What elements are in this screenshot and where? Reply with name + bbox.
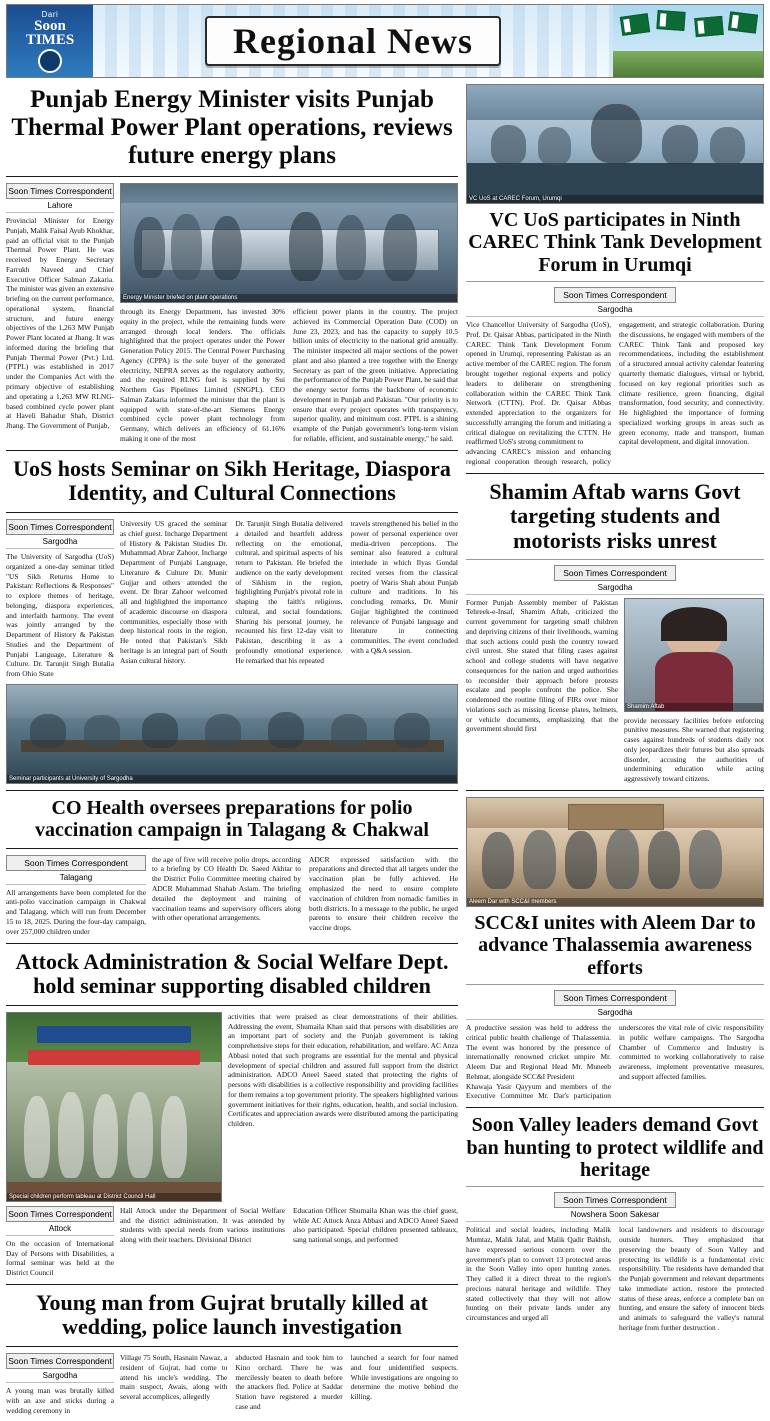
byline: Soon Times Correspondent <box>6 183 114 199</box>
masthead-center <box>93 5 613 77</box>
article-body-col1: Political and social leaders, including Malik Mumtaz, Malik Jalal, and Malik Qadir Bakhsh, have expressed serious concern over the government's plan to convert 13 protected areas in the Soon Valley into open hunting zones. They called it a direct threat to the region's precious natural heritage and wildlife. They stated collectively that they will not allow hunting on their private lands under any circumstances and urged all <box>466 1225 611 1323</box>
article-uos-sikh <box>6 457 458 784</box>
photo-caption: Aleem Dar with SCC&I members <box>467 898 763 906</box>
photo-caption: VC UoS at CAREC Forum, Urumqi <box>467 195 763 203</box>
brand-top-label: Dari <box>41 9 59 19</box>
brand-line2: TIMES <box>25 31 75 48</box>
article-body-col2: through its Energy Department, has invested 30% equity in the project, while the remaining funds were arranged through local lenders. The officials highlighted that the project operates under the Power Generation Policy 2015. The Central Power Purchasing Agency (CPPA) is the sole buyer of the generated electricity, NEPRA serves as the regulatory authority, and the required RLNG fuel is supplied by Sui Northern Gas Pipelines Limited (SNGPL). CEO Salman Zakaria informed the minister that the plant is equipped with state-of-the-art Siemens Energy combined cycle power plant technology from Germany, which delivers an efficiency of 61.16% making it one of the most <box>120 307 285 443</box>
article-body-col2: the age of five will receive polio drops, according to a briefing by CO Health Dr. Saeed Akhtar to the District Polio Committee meeting chaired by ADCR Muhammad Shahab Aslam. The briefing detailed the deployment and training of vaccination teams and supervisory officers along with other operational arrangements. <box>152 854 301 923</box>
left-column <box>6 84 458 1415</box>
dateline: Talagang <box>6 873 146 885</box>
article-gujrat <box>6 1291 458 1416</box>
article-photo <box>6 684 458 784</box>
article-body-col1: A young man was brutally killed with an axe and sticks during a wedding ceremony in <box>6 1386 114 1415</box>
byline: Soon Times Correspondent <box>554 287 676 303</box>
article-attock <box>6 950 458 1278</box>
article-body-col2: University US graced the seminar as chief guest. Incharge Department of History & Pakistan Studies Dr. Muhammad Abrar Zahoor, Incharge Department of Punjabi Language, Literature & Culture Dr. Munir Gujjar and others attended the event. Dr Ibrar Zahoor welcomed all and highlighted the importance of academic discourse on diaspora communities, especially those with deep historical roots in the region. He noted that Pakistan's Sikh heritage is an integral part of South Asian cultural history. <box>120 518 228 665</box>
article-body-col4: launched a search for four named and four unidentified suspects. While investigations are ongoing to determine the motive behind the killing. <box>350 1353 458 1402</box>
article-soon-valley <box>466 1114 764 1333</box>
dateline: Lahore <box>6 201 114 213</box>
article-vc-uos <box>466 84 764 467</box>
article-body-col2: Khawaja Yasir Qayyum and members of the Executive Committee Mr. Dar's participation underscores the vital role of civic responsibility in public welfare campaigns. The Sargodha Chamber of Commerce and Industry is committed to working collaboratively to raise awareness, implement preventative measures, and support affected families. <box>466 1023 764 1101</box>
article-photo <box>466 797 764 907</box>
dateline: Sargodha <box>466 583 764 595</box>
photo-caption: Seminar participants at University of Sargodha <box>7 775 457 783</box>
article-headline: CO Health oversees preparations for polio vaccination campaign in Talagang & Chakwal <box>35 796 429 842</box>
byline: Soon Times Correspondent <box>6 519 114 535</box>
article-body-col1: Former Punjab Assembly member of Pakistan Tehreek-e-Insaf, Shamim Aftab, criticized the current government for targeting small children and depriving citizens of their livelihoods, warning that such actions could push the country toward civil unrest. She stated that filing cases against school and college students will have negative consequences for the nation and urged authorities to reconsider their approach before protests escalate and people confront the police. She condemned the routine filing of FIRs over minor violations such as missing license plates, helmets, or vehicle documents, emphasizing that the government should first <box>466 597 618 734</box>
article-body-col2: local landowners and residents to discourage outside hunters. They emphasized that preserving the beauty of Soon Valley and protecting its wildlife is a fundamental civic responsibility. The residents have demanded that the Punjab government and relevant departments take immediate action, restore the protected status of these areas, enforce a complete ban on hunting, and ensure the safety of innocent birds and animals to safeguard the valley's natural heritage from further destruction . <box>619 1225 764 1333</box>
portrait-photo <box>624 598 764 712</box>
photo-caption: Energy Minister briefed on plant operations <box>121 294 457 302</box>
article-body-col2: Village 75 South, Hasnain Nawaz, a resident of Gujrat, had come to attend his uncle's wedding. The main suspect, Awais, along with several accomplices, allegedly <box>120 1353 228 1402</box>
article-body-col1: A productive session was held to address the critical public health challenge of Thalassemia. The event was honored by the presence of internationally renowned cricket umpire Mr. Aleem Dar and Regional Head Mr. Muneeb Rehmat, alongside SCC&I President <box>466 1023 611 1081</box>
byline: Soon Times Correspondent <box>6 1353 114 1369</box>
article-body-col1: Provincial Minister for Energy Punjab, Malik Faisal Ayub Khokhar, paid an official visit to the Punjab Thermal Power Plant. He was received by Energy Secretary Farrukh Naveed and Chief Executive Officer Salman Zakaria. The minister was given an extensive briefing on the current performance, operational system, financial structure, and future energy objectives of the 1,263 MW Punjab Power Plant located at Jhang. It was informed during the briefing that Punjab Thermal Power (Pvt.) Ltd. (PTPL) was established in 2017 under the Companies Act with the primary objective of establishing and operating a 1,263 MW RLNG-based combined cycle power plant at Haveli Bahadur Shah, District Jhang. The Government of Punjab, <box>6 216 114 431</box>
article-body-col1: On the occasion of International Day of Persons with Disabilities, a formal seminar was held at the District Council <box>6 1238 114 1278</box>
brand-line1: Soon <box>34 17 66 34</box>
article-photo <box>120 183 458 303</box>
article-body-col4: activities that were praised as clear demonstrations of their abilities. Addressing the event, Shumaila Khan said that persons with disabilities are an important part of society and the Punjab government is taking comprehensive steps for their education, rehabilitation, and welfare. AC Anza Abbasi noted that such programs are essential for the mental and physical development of special children and assured full support from the district administration. ADCO Aneel Saeed stated that protecting the rights of persons with disabilities is a collective responsibility and providing facilities for them remains a top government priority. The speakers highlighted various government initiatives for their rights, education, health, and social inclusion. Certificates and appreciation awards were distributed among the participating children. <box>228 1011 458 1129</box>
dateline: Sargodha <box>466 1008 764 1020</box>
article-headline: SCC&I unites with Aleem Dar to advance Thalassemia awareness efforts <box>474 911 756 979</box>
masthead-brand <box>7 5 93 77</box>
article-body-col3: abducted Hasnain and took him to Kino orchard. There he was mercilessly beaten to death before the attackers fled. Police at Saddar Station have registered a murder case and <box>235 1353 343 1411</box>
photo-caption: Shamim Aftab <box>625 703 763 711</box>
article-body-col2: Hall Attock under the Department of Social Welfare and the district administration. It was attended by students with special needs from various institutions along with their teachers. Divisional District <box>120 1205 285 1245</box>
article-scci <box>466 797 764 1101</box>
article-body-col3: Dr. Tarunjit Singh Butalia delivered a detailed and heartfelt address reflecting on the emotional, cultural, and spiritual aspects of his return to Pakistan. He briefed the audience on the early development of Sikhism in the region, highlighting Punjab's pivotal role in shaping the faith's religious, cultural, and social foundations. Sharing his personal journey, he recounted his first 12-day visit to Pakistan, describing it as a profoundly emotional experience. He remarked that his repeated <box>235 518 343 665</box>
article-body-col2: advancing CAREC's mission and enhancing regional cooperation through research, policy engagement, and strategic collaboration. During the discussions, he engaged with members of the CAREC Think Tank and proposed key recommendations, including the establishment of a structured annual activity calendar featuring quarterly thematic dialogues, virtual or hybrid, focused on key regional priorities such as climate resilience, green financing, digital transformation, food security, and connectivity. He highlighted the importance of forming specialized working groups in areas such as green economy, trade and transport, human capital development, and digital innovation. <box>466 320 764 466</box>
dateline: Sargodha <box>6 1371 114 1383</box>
photo-caption: Special children perform tableau at District Council Hall <box>7 1193 221 1201</box>
article-punjab-energy <box>6 86 458 444</box>
article-headline: VC UoS participates in Ninth CAREC Think Tank Development Forum in Urumqi <box>468 209 762 276</box>
article-body-col2: provide necessary facilities before enforcing punitive measures. She warned that registering cases against hundreds of students daily not only jeopardizes their futures but also spreads disorder, accusing the authorities of undermining education while acting aggressively toward citizens. <box>624 715 764 784</box>
article-shamim-aftab <box>466 480 764 784</box>
article-body-col3: ADCR expressed satisfaction with the preparations and directed that all targets under the vaccination plan be fully achieved. He emphasized the need to ensure complete vaccination of children from nomadic families in both districts. In a message to the public, he urged parents to ensure their children receive the vaccine drops. <box>309 854 458 933</box>
byline: Soon Times Correspondent <box>6 1206 114 1222</box>
byline: Soon Times Correspondent <box>554 565 676 581</box>
article-body-col3: Education Officer Shumaila Khan was the chief guest, while AC Attock Anza Abbasi and ADCO Aneel Saeed also participated. Special children presented tableaux, sang national songs, and performed <box>293 1205 458 1245</box>
pakistan-flags-icon <box>613 5 763 77</box>
dateline: Attock <box>6 1224 114 1236</box>
article-body-col3: efficient power plants in the country. The project achieved its Commercial Operation Date (COD) on June 23, 2023, and has the capacity to supply 10.5 billion units of electricity to the national grid annually. The minister inspected all major sections of the power plant and also planted a tree together with the Energy Secretary as part of the green initiative. Appreciating the performance of the Punjab Power Plant, he said that the energy sector forms the backbone of economic development in Punjab and Pakistan. "Our priority is to ensure that every project operates with transparency, superior quality, and minimum cost. PTPL is a shining example of the Punjab government's long-term vision for reliable, efficient, and sustainable energy," he said. <box>293 307 458 443</box>
article-body-col4: travels strengthened his belief in the power of personal experience over media-driven perceptions. The seminar also featured a cultural interlude in which Ilyas Gondal recited verses from the classical poetry of Waris Shah about Punjab culture and traditions. In his concluding remarks, Dr. Munir Gujjar highlighted the continued relevance of Punjabi language and literature in connecting communities. The event concluded with a Q&A session. <box>350 518 458 655</box>
byline: Soon Times Correspondent <box>554 990 676 1006</box>
article-photo <box>6 1012 222 1202</box>
dateline: Sargodha <box>466 305 764 317</box>
article-body-col1: Vice Chancellor University of Sargodha (UoS), Prof. Dr. Qaisar Abbas, participated in the Ninth CAREC Think Tank Development Forum opened in Urumqi, representing Pakistan as an active member of the CAREC region. The forum brought together regional experts and policy leaders to deliberate on strengthening collaboration within the CAREC Think Tank Network (CTTN). Prof. Dr. Qaisar Abbas extended appreciation to the organizers for successfully arranging the forum and initiating a critical dialogue on revitalizing the CTTN. He reaffirmed UoS's strong commitment to <box>466 320 611 447</box>
dateline: Sargodha <box>6 537 114 549</box>
masthead <box>6 4 764 78</box>
article-headline: Young man from Gujrat brutally killed at wedding, police launch investigation <box>36 1289 428 1340</box>
article-headline: Shamim Aftab warns Govt targeting students and motorists risks unrest <box>489 478 741 553</box>
article-body-col1: All arrangements have been completed for the anti-polio vaccination campaign in Chakwal and Talagang, which will run from December 15 to 18, 2025. During the four-day campaign, over 257,000 children under <box>6 887 146 936</box>
circular-seal-icon <box>38 49 62 73</box>
byline: Soon Times Correspondent <box>554 1192 676 1208</box>
article-headline: UoS hosts Seminar on Sikh Heritage, Diaspora Identity, and Cultural Connections <box>13 455 451 506</box>
article-body-col1: The University of Sargodha (UoS) organized a one-day seminar titled "US Sikh Returns Home to Pakistan: Reflections & Responses" to explore themes of heritage, belonging, diaspora experiences, and interfaith harmony. The event was jointly arranged by the Department of History & Pakistan Studies and the Department of Punjabi Language, Literature & Culture. Dr. Tarunjit Singh Butalia from Ohio State <box>6 551 114 679</box>
article-headline: Punjab Energy Minister visits Punjab Thermal Power Plant operations, reviews future energy plans <box>11 86 453 169</box>
byline: Soon Times Correspondent <box>6 855 146 871</box>
article-photo <box>466 84 764 204</box>
dateline: Nowshera Soon Sakesar <box>466 1210 764 1222</box>
right-column <box>466 84 764 1415</box>
article-headline: Attock Administration & Social Welfare Dept. hold seminar supporting disabled children <box>15 948 449 999</box>
article-co-health <box>6 797 458 937</box>
article-headline: Soon Valley leaders demand Govt ban hunting to protect wildlife and heritage <box>466 1114 764 1181</box>
page-title: Regional News <box>205 16 501 66</box>
